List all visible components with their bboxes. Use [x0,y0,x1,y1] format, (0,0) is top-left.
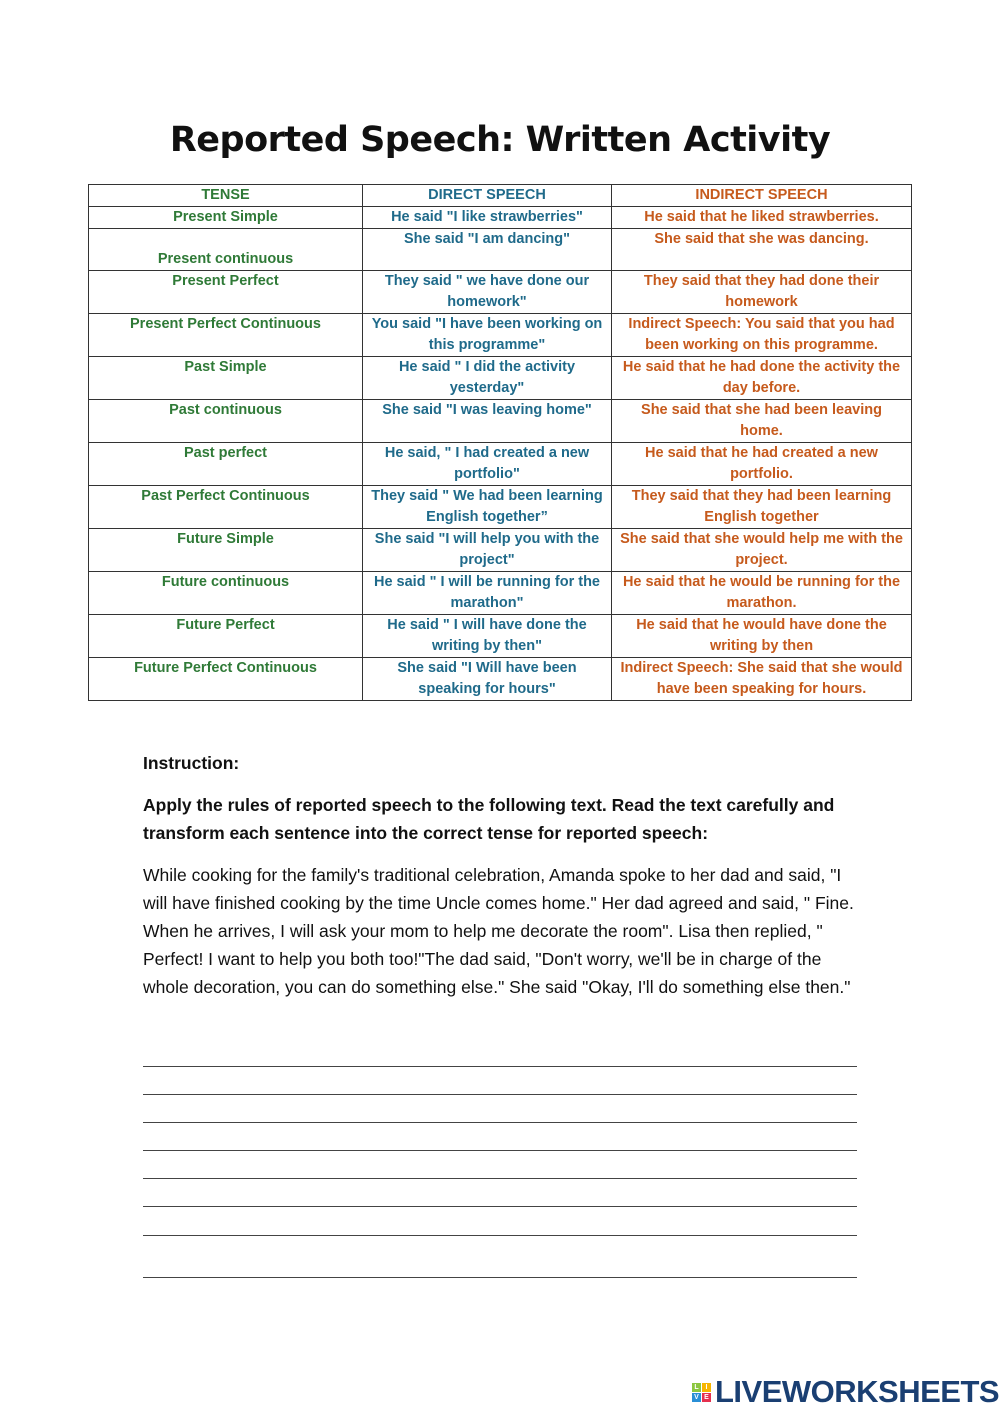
indirect-cell: Indirect Speech: You said that you had been working on this programme. [612,314,912,357]
indirect-cell: He said that he liked strawberries. [612,207,912,229]
table-row [89,529,912,572]
tense-cell: Past continuous [89,400,363,443]
indirect-cell: He said that he had created a new portfolio. [612,443,912,486]
direct-cell: He said " I will be running for the marathon" [363,572,612,615]
header-tense: TENSE [89,185,363,207]
table-row [89,443,912,486]
indirect-cell: He said that he would have done the writing by then [612,615,912,658]
tense-cell: Past perfect [89,443,363,486]
tense-cell: Future Simple [89,529,363,572]
page-title: Reported Speech: Written Activity [169,120,831,160]
direct-cell: You said "I have been working on this programme" [363,314,612,357]
indirect-cell: He said that he would be running for the marathon. [612,572,912,615]
answer-line[interactable] [143,1235,857,1236]
answer-line[interactable] [143,1122,857,1123]
table-row [89,357,912,400]
indirect-cell: She said that she had been leaving home. [612,400,912,443]
answer-line[interactable] [143,1150,857,1151]
answer-line[interactable] [143,1277,857,1278]
passage-text: While cooking for the family's traditional celebration, Amanda spoke to her dad and said, "I will have finished cooking by the time Uncle comes home." Her dad agreed and said, " Fine. When he arrives, I will ask your mom to help me decorate the room". Lisa then replied, " Perfect! I want to help you both too!"The dad said, "Don't worry, we'll be in charge of the whole decoration, you can do something else." She said "Okay, I'll do something else then." [143,865,854,997]
direct-cell: She said "I am dancing" [363,229,612,271]
table-row [89,615,912,658]
table-row [89,486,912,529]
liveworksheets-logo [692,1374,999,1410]
logo-mark-icon: L I V E [692,1383,711,1402]
indirect-cell: She said that she would help me with the project. [612,529,912,572]
indirect-cell: He said that he had done the activity the day before. [612,357,912,400]
answer-line[interactable] [143,1066,857,1067]
header-direct: DIRECT SPEECH [363,185,612,207]
answer-line[interactable] [143,1178,857,1179]
tense-cell: Future Perfect [89,615,363,658]
table-row [89,314,912,357]
instruction-text: Apply the rules of reported speech to the following text. Read the text carefully and transform each sentence into the correct tense for reported speech: [143,795,835,843]
logo-text: LIVEWORKSHEETS [715,1374,1000,1409]
tense-cell: Future Perfect Continuous [89,658,363,701]
table-row [89,207,912,229]
tense-table [88,184,912,701]
table-row [89,229,912,271]
answer-line[interactable] [143,1094,857,1095]
indirect-cell: They said that they had done their homework [612,271,912,314]
table-row [89,658,912,701]
indirect-cell: They said that they had been learning English together [612,486,912,529]
tense-cell: Future continuous [89,572,363,615]
direct-cell: He said " I will have done the writing by then" [363,615,612,658]
table-row [89,400,912,443]
direct-cell: She said "I was leaving home" [363,400,612,443]
direct-cell: He said " I did the activity yesterday" [363,357,612,400]
tense-cell: Present Simple [89,207,363,229]
tense-cell: Present Perfect Continuous [89,314,363,357]
direct-cell: He said "I like strawberries" [363,207,612,229]
indirect-cell: Indirect Speech: She said that she would have been speaking for hours. [612,658,912,701]
table-header-row [89,185,912,207]
table-row [89,572,912,615]
indirect-cell: She said that she was dancing. [612,229,912,271]
direct-cell: He said, " I had created a new portfolio" [363,443,612,486]
direct-cell: They said " we have done our homework" [363,271,612,314]
tense-cell: Present Perfect [89,271,363,314]
tense-cell: Past Simple [89,357,363,400]
direct-cell: They said " We had been learning English together” [363,486,612,529]
tense-cell: Past Perfect Continuous [89,486,363,529]
table-row [89,271,912,314]
instruction-label: Instruction: [143,753,240,773]
header-indirect: INDIRECT SPEECH [612,185,912,207]
answer-line[interactable] [143,1206,857,1207]
tense-cell: Present continuous [89,229,363,271]
direct-cell: She said "I will help you with the project" [363,529,612,572]
direct-cell: She said "I Will have been speaking for hours" [363,658,612,701]
